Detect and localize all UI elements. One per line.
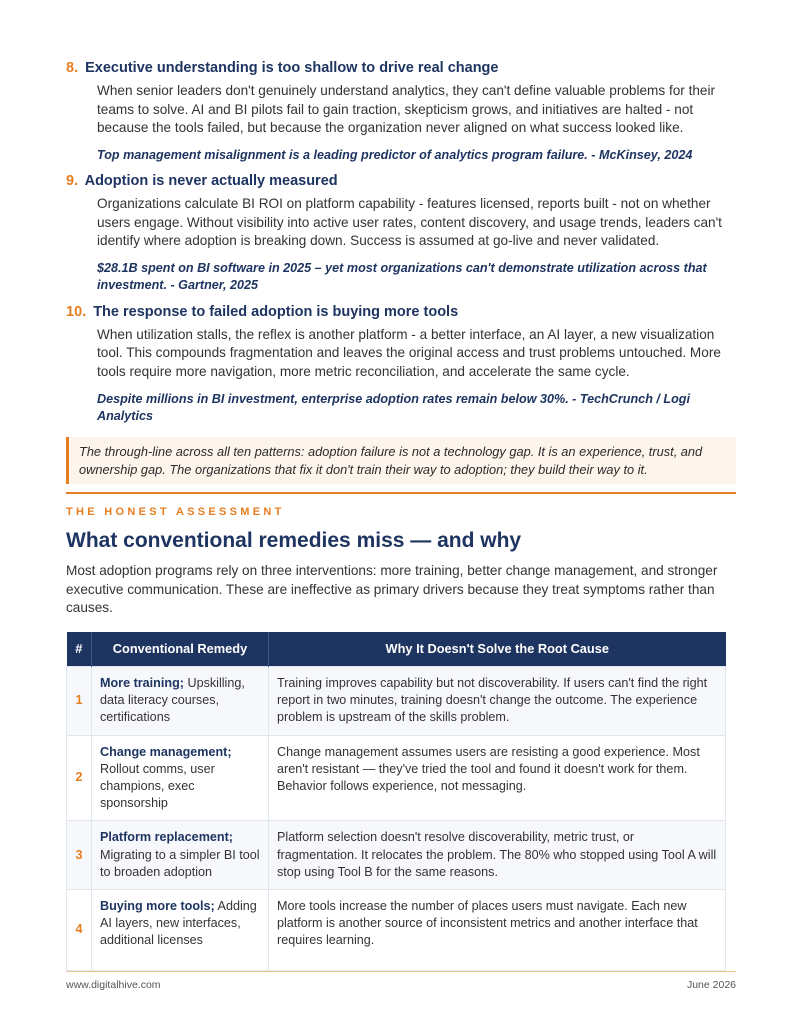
table-header-row (67, 632, 726, 667)
pattern-number: 10. (66, 303, 87, 320)
pattern-9 (66, 171, 736, 295)
remedies-table (66, 632, 726, 971)
pattern-title: Executive understanding is too shallow to drive real change (85, 60, 499, 76)
header-remedy: Conventional Remedy (92, 632, 269, 667)
pattern-heading (66, 171, 736, 191)
row-why: Training improves capability but not discoverability. If users can't find the right report in two minutes, training doesn't change the outcome. The experience problem is upstream of the skills problem. (269, 666, 726, 735)
pattern-quote: Despite millions in BI investment, enterprise adoption rates remain below 30%. - TechCrunch / Logi Analytics (97, 391, 690, 423)
row-index: 1 (67, 666, 92, 735)
row-remedy (92, 666, 269, 735)
row-remedy (92, 821, 269, 890)
row-why: More tools increase the number of places users must navigate. Each new platform is another source of inconsistent metrics and another interface that requires learning. (269, 890, 726, 971)
pattern-title: The response to failed adoption is buying more tools (93, 303, 459, 320)
pattern-title: Adoption is never actually measured (84, 173, 338, 190)
section-intro: Most adoption programs rely on three interventions: more training, better change management, and stronger executive communication. These are ineffective as primary drivers because they treat symptoms rather than causes. (66, 563, 718, 616)
remedy-name: Buying more tools; (100, 899, 215, 913)
remedy-detail: Upskilling, data literacy courses, certifications (100, 675, 245, 725)
pattern-quote: $28.1B spent on BI software in 2025 – yet most organizations can't demonstrate utilization across that investment. - Gartner, 2025 (97, 260, 707, 293)
table-row (67, 821, 726, 890)
table-row (67, 890, 726, 971)
footer-website[interactable]: www.digitalhive.com (66, 979, 161, 991)
header-index: # (67, 632, 92, 667)
pattern-body: Organizations calculate BI ROI on platform capability - features licensed, reports built - not on whether users engage. Without visibility into active user rates, content discovery, and usage trends, leaders can't identify where adoption is breaking down. Success is assumed at go-live and never validated. (97, 196, 722, 249)
pattern-body: When senior leaders don't genuinely understand analytics, they can't define valuable problems for their teams to solve. AI and BI pilots fail to gain traction, skepticism grows, and initiatives are halted - not because the tools failed, but because the organization never aligned on what success looked like. (97, 83, 716, 136)
through-line-callout: The through-line across all ten patterns: adoption failure is not a technology gap. It is an experience, trust, and ownership gap. The organizations that fix it don't train their way to adoption; they build their way to it. (66, 437, 736, 484)
pattern-heading (66, 58, 736, 78)
remedy-name: Platform replacement; (100, 830, 233, 845)
pattern-number: 8. (66, 60, 79, 76)
page-content (66, 58, 736, 971)
remedy-detail: Migrating to a simpler BI tool to broaden adoption (100, 847, 260, 879)
header-why: Why It Doesn't Solve the Root Cause (269, 632, 726, 667)
row-index: 4 (67, 890, 92, 971)
pattern-10 (66, 302, 736, 426)
section-title: What conventional remedies miss — and why (66, 529, 522, 553)
section-divider (66, 492, 736, 494)
row-why: Platform selection doesn't resolve discoverability, metric trust, or fragmentation. It relocates the problem. The 80% who stopped using Tool A will stop using Tool B for the same reasons. (269, 821, 726, 890)
row-index: 2 (67, 735, 92, 821)
section-eyebrow: THE HONEST ASSESSMENT (66, 506, 285, 519)
remedy-name: Change management; (100, 744, 232, 759)
pattern-body: When utilization stalls, the reflex is another platform - a better interface, an AI layer, a new visualization tool. This compounds fragmentation and leaves the original access and trust problems untouched. More tools require more navigation, more metric reconciliation, and accelerate the same cycle. (97, 326, 721, 379)
remedy-detail: Rollout comms, user champions, exec sponsorship (100, 761, 215, 811)
table-row (67, 666, 726, 735)
pattern-number: 9. (66, 173, 79, 190)
remedy-detail: Adding AI layers, new interfaces, additional licenses (100, 899, 257, 948)
row-remedy (92, 890, 269, 971)
row-remedy (92, 735, 269, 821)
remedy-name: More training; (100, 675, 184, 690)
table-row (67, 735, 726, 821)
pattern-heading (66, 302, 736, 322)
row-index: 3 (67, 821, 92, 890)
row-why: Change management assumes users are resisting a good experience. Most aren't resistant — they've tried the tool and found it doesn't work for them. Behavior follows experience, not messaging. (269, 735, 726, 821)
page-footer (66, 971, 736, 991)
pattern-quote: Top management misalignment is a leading predictor of analytics program failure. - McKinsey, 2024 (97, 147, 693, 162)
footer-date: June 2026 (686, 979, 736, 991)
pattern-8 (66, 58, 736, 164)
